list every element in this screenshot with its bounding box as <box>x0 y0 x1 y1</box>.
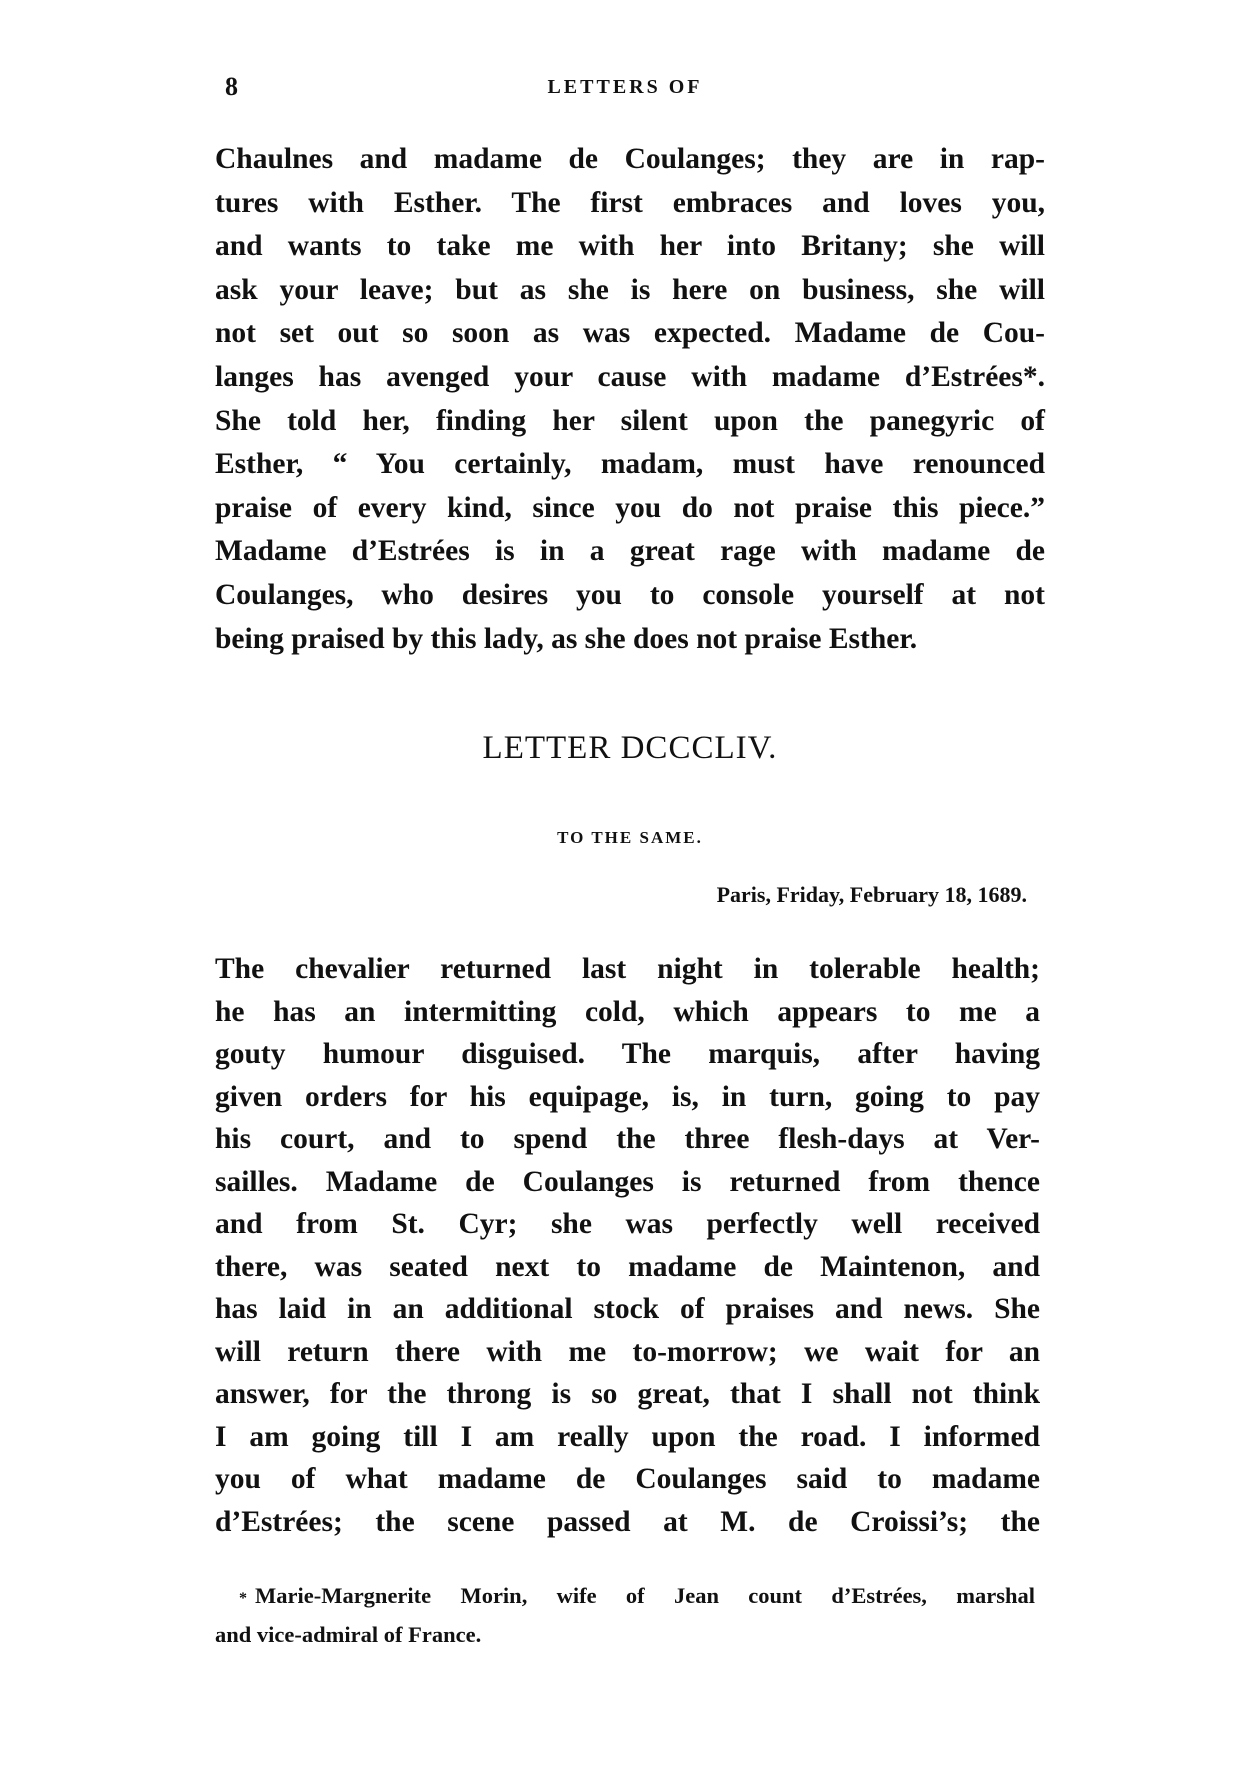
footnote <box>215 1578 1035 1653</box>
text-line: given orders for his equipage, is, in turn, going to pay <box>215 1080 1040 1113</box>
text-line: you of what madame de Coulanges said to madame <box>215 1463 1040 1495</box>
page-number: 8 <box>225 72 238 101</box>
text-line: being praised by this lady, as she does not praise Esther. <box>215 622 918 655</box>
text-line: She told her, finding her silent upon the panegyric of <box>215 404 1045 437</box>
footnote-line <box>215 1578 1035 1617</box>
footnote-text: Marie-Margnerite Morin, wife of Jean count d’Estrées, marshal <box>255 1583 1035 1608</box>
text-line: will return there with me to-morrow; we wait for an <box>215 1335 1040 1368</box>
text-line: sailles. Madame de Coulanges is returned from thence <box>215 1165 1040 1198</box>
text-line: and wants to take me with her into Britany; she will <box>215 230 1045 263</box>
text-line: and from St. Cyr; she was perfectly well received <box>215 1208 1040 1240</box>
letter-body <box>215 948 1040 1543</box>
footnote-line: and vice-admiral of France. <box>215 1622 482 1647</box>
text-line: Esther, “ You certainly, madam, must have renounced <box>215 448 1045 481</box>
text-line: gouty humour disguised. The marquis, after having <box>215 1038 1040 1070</box>
running-head-title: LETTERS OF <box>547 76 703 98</box>
text-line: he has an intermitting cold, which appears to me a <box>215 995 1040 1028</box>
text-line: I am going till I am really upon the road. I informed <box>215 1420 1040 1453</box>
letter-title: LETTER DCCCLIV. <box>482 730 778 766</box>
text-line: langes has avenged your cause with madame d’Estrées*. <box>215 360 1045 393</box>
text-line: ask your leave; but as she is here on business, she will <box>215 273 1045 306</box>
text-line: Coulanges, who desires you to console yourself at not <box>215 578 1045 611</box>
text-line: praise of every kind, since you do not praise this piece.” <box>215 491 1045 524</box>
text-line: tures with Esther. The first embraces and loves you, <box>215 186 1045 219</box>
continuation-paragraph <box>215 138 1045 661</box>
text-line: has laid in an additional stock of praises and news. She <box>215 1293 1040 1325</box>
text-line: d’Estrées; the scene passed at M. de Croissi’s; the <box>215 1505 1040 1538</box>
text-line: there, was seated next to madame de Maintenon, and <box>215 1250 1040 1283</box>
letter-dateline: Paris, Friday, February 18, 1689. <box>716 882 1027 907</box>
footnote-marker: * <box>239 1590 247 1607</box>
text-line: answer, for the throng is so great, that I shall not think <box>215 1378 1040 1410</box>
text-line: The chevalier returned last night in tolerable health; <box>215 953 1040 985</box>
text-line: Madame d’Estrées is in a great rage with madame de <box>215 535 1045 568</box>
text-line: his court, and to spend the three flesh-days at Ver- <box>215 1123 1040 1155</box>
letter-recipient: TO THE SAME. <box>557 828 703 847</box>
running-head <box>215 72 1035 112</box>
text-line: Chaulnes and madame de Coulanges; they are in rap- <box>215 143 1045 175</box>
text-line: not set out so soon as was expected. Madame de Cou- <box>215 317 1045 350</box>
